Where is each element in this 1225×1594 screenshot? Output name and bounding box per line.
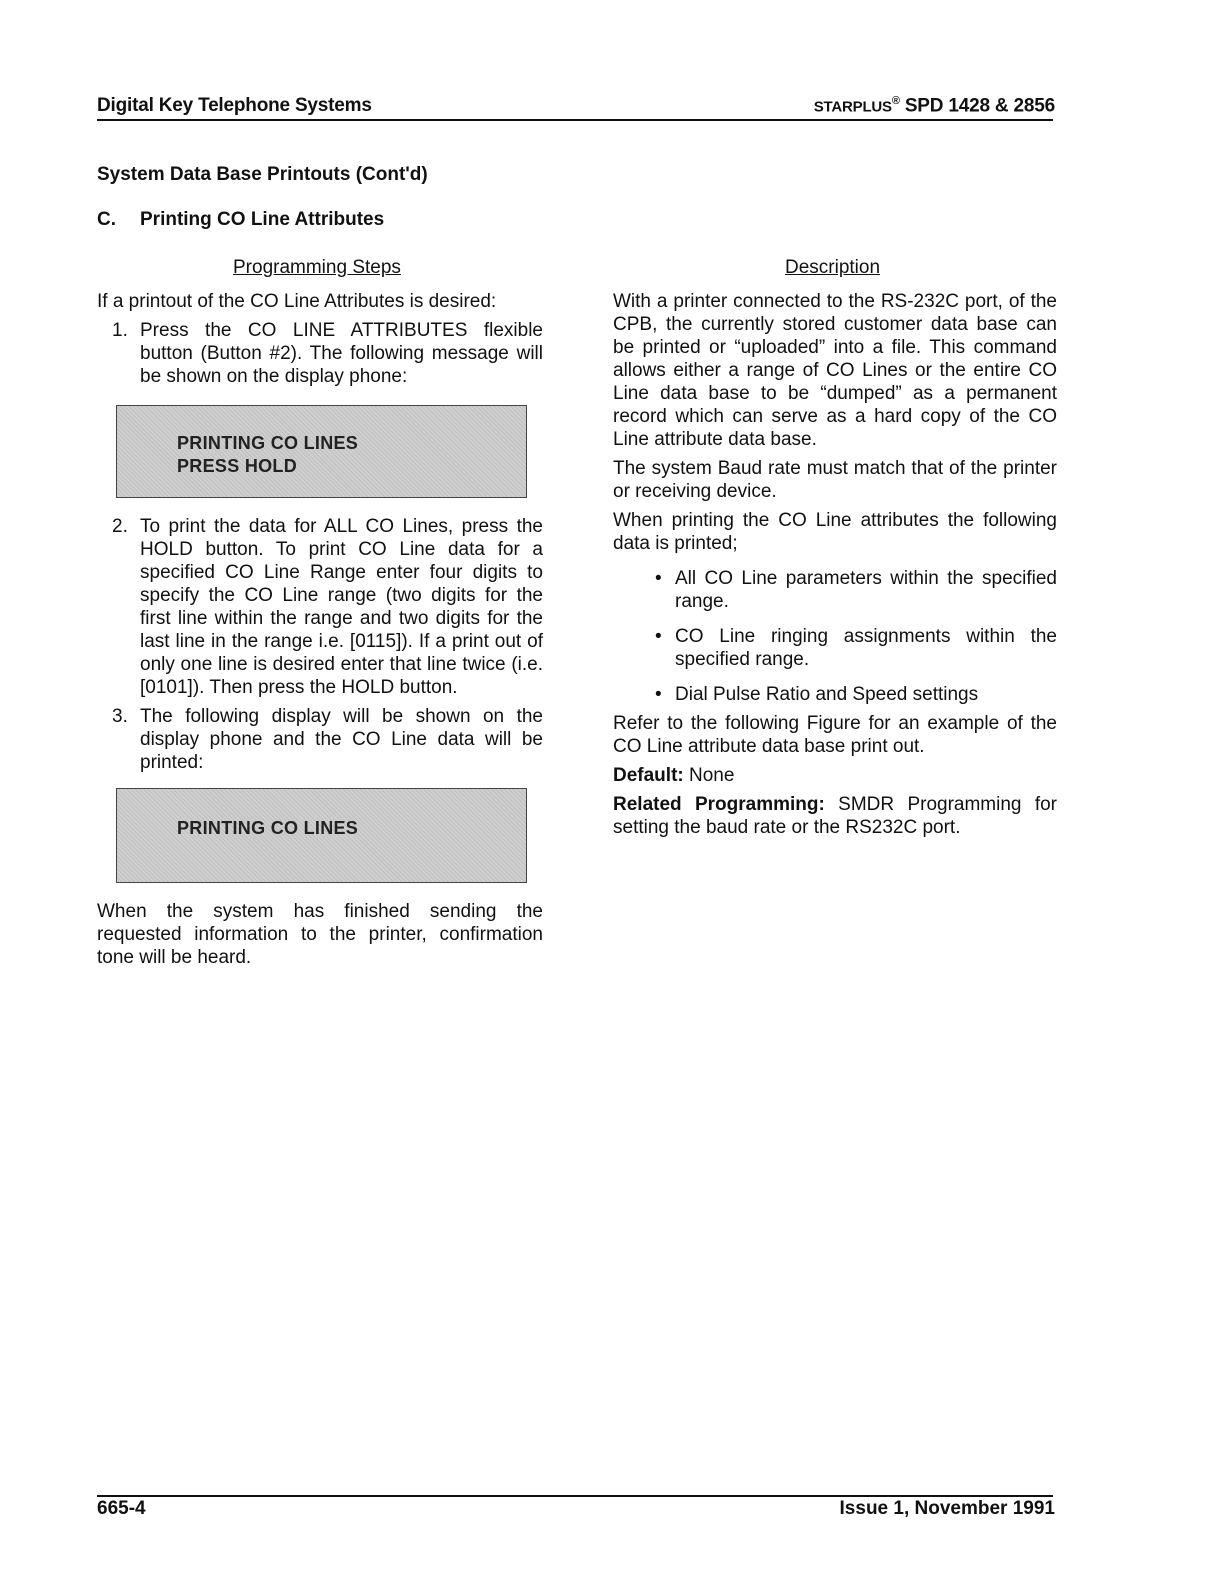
display-line-1: PRINTING CO LINES: [177, 433, 359, 453]
header-rule: [97, 119, 1053, 121]
bullet-dot: •: [655, 684, 662, 705]
display-line-1: PRINTING CO LINES: [177, 818, 359, 838]
header-title-right: [814, 95, 1055, 117]
header-brand: STARPLUS: [813, 98, 892, 116]
closing-text: When the system has finished sending the requested information to the printer, confirmation tone will be heard.: [97, 901, 543, 968]
bullet-dot: •: [655, 626, 662, 647]
bullet-dot: •: [655, 568, 662, 589]
programming-steps-column: [97, 290, 543, 388]
bullet-item: [613, 625, 1057, 671]
programming-steps-continued: [97, 515, 543, 774]
default-line: [613, 764, 1057, 787]
step-text: To print the data for ALL CO Lines, press the HOLD button. To print CO Line data for a specified CO Line Range enter four digits to specify the CO Line range (two digits for the first line within the range and two digits for the last line in the range i.e. [0115]). If a print out of only one line is desired enter that line twice (i.e. [0101]). Then press the HOLD button.: [140, 516, 543, 698]
related-label: Related Programming:: [613, 794, 825, 815]
description-paragraph-1: With a printer connected to the RS-232C port, of the CPB, the currently stored customer data base can be printed or “uploaded” into a file. This command allows either a range of CO Lines or the entire CO Line data base to be “dumped” as a permanent record which can serve as a hard copy of the CO Line attribute data base.: [613, 291, 1057, 450]
step-number: 3.: [112, 706, 128, 727]
bullet-text: All CO Line parameters within the specified range.: [675, 568, 1057, 612]
header-title-left: Digital Key Telephone Systems: [97, 95, 372, 116]
display-line-2: PRESS HOLD: [177, 456, 298, 476]
description-heading: Description: [785, 257, 881, 278]
intro-text: If a printout of the CO Line Attributes is desired:: [97, 291, 497, 312]
subsection-letter: C.: [97, 209, 116, 230]
description-column: [613, 290, 1057, 839]
bullet-item: [613, 683, 1057, 706]
registered-mark: ®: [891, 95, 900, 107]
default-value: None: [683, 765, 735, 786]
section-title: System Data Base Printouts (Cont'd): [97, 164, 428, 185]
footer-rule: [97, 1495, 1053, 1497]
default-label: Default:: [613, 765, 684, 786]
display-phone-screen-2: [116, 788, 527, 883]
related-programming-line: [613, 793, 1057, 839]
step-text: Press the CO LINE ATTRIBUTES flexible button (Button #2). The following message will be shown on the display phone:: [140, 320, 543, 387]
description-paragraph-2: The system Baud rate must match that of the printer or receiving device.: [613, 458, 1057, 502]
step-number: 2.: [112, 516, 128, 537]
issue-date: Issue 1, November 1991: [839, 1498, 1055, 1519]
bullet-item: [613, 567, 1057, 613]
page-number: 665-4: [97, 1498, 146, 1519]
step-number: 1.: [112, 320, 128, 341]
subsection-text: Printing CO Line Attributes: [140, 209, 385, 230]
programming-steps-heading: Programming Steps: [233, 257, 401, 278]
step-1: [97, 319, 543, 388]
description-paragraph-3: When printing the CO Line attributes the following data is printed;: [613, 510, 1057, 554]
step-text: The following display will be shown on the display phone and the CO Line data will be printed:: [140, 706, 543, 773]
display-phone-screen-1: [116, 405, 527, 498]
bullet-text: Dial Pulse Ratio and Speed settings: [675, 684, 979, 705]
header-model: SPD 1428 & 2856: [899, 95, 1055, 117]
description-paragraph-4: Refer to the following Figure for an example of the CO Line attribute data base print out.: [613, 713, 1057, 757]
step-2: [97, 515, 543, 699]
related-value: SMDR Programming for setting the baud rate or the RS232C port.: [613, 794, 1057, 838]
step-3: [97, 705, 543, 774]
subsection-title: [97, 209, 384, 231]
bullet-text: CO Line ringing assignments within the specified range.: [675, 626, 1057, 670]
